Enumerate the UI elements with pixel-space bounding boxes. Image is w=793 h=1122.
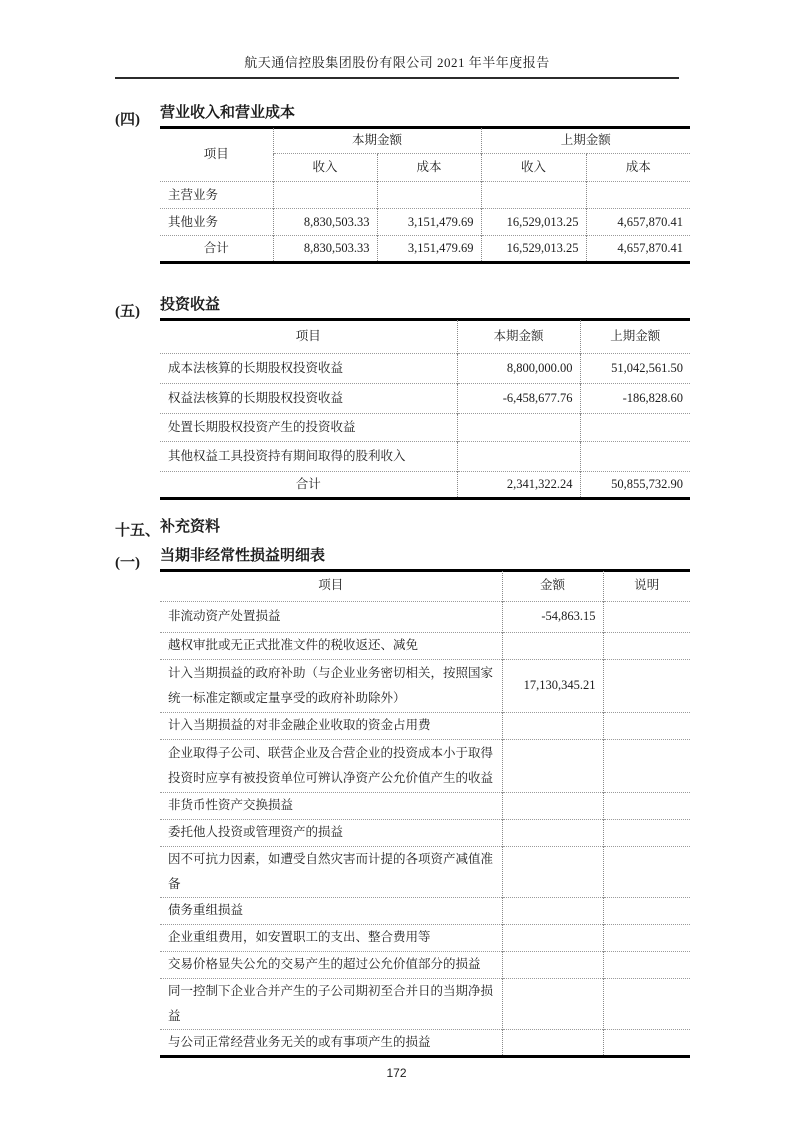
table-cell bbox=[603, 601, 690, 632]
table-row bbox=[160, 209, 690, 236]
table-cell bbox=[502, 924, 603, 951]
table-row bbox=[160, 712, 690, 739]
table-cell: 2,341,322.24 bbox=[457, 471, 580, 498]
table-cell: 16,529,013.25 bbox=[481, 209, 586, 236]
table-cell bbox=[603, 897, 690, 924]
table-row bbox=[160, 924, 690, 951]
table-cell: 4,657,870.41 bbox=[586, 236, 690, 263]
column-header-item: 项目 bbox=[203, 147, 229, 161]
section-heading-revenue-cost bbox=[115, 101, 690, 129]
column-header-income: 收入 bbox=[273, 154, 377, 182]
section-number: 十五、 bbox=[115, 523, 161, 539]
table-row bbox=[160, 951, 690, 978]
table-cell bbox=[603, 819, 690, 846]
table-cell bbox=[502, 897, 603, 924]
section-title: 营业收入和营业成本 bbox=[160, 101, 690, 129]
table-cell: 3,151,479.69 bbox=[377, 209, 481, 236]
table-cell: 16,529,013.25 bbox=[481, 236, 586, 263]
table-cell: 50,855,732.90 bbox=[580, 471, 690, 498]
table-cell: -186,828.60 bbox=[580, 383, 690, 413]
table-cell bbox=[603, 712, 690, 739]
row-label: 处置长期股权投资产生的投资收益 bbox=[160, 413, 457, 441]
section-number: (四) bbox=[115, 112, 140, 128]
section-heading-nonrecurring-detail bbox=[115, 544, 690, 572]
table-cell bbox=[603, 1029, 690, 1056]
column-header-current: 本期金额 bbox=[273, 128, 481, 154]
table-cell: 17,130,345.21 bbox=[502, 659, 603, 712]
section-number: (五) bbox=[115, 304, 140, 320]
table-cell: 51,042,561.50 bbox=[580, 353, 690, 383]
table-total-row bbox=[160, 471, 690, 498]
table-cell: -54,863.15 bbox=[502, 601, 603, 632]
row-label: 企业取得子公司、联营企业及合营企业的投资成本小于取得投资时应享有被投资单位可辨认净资产公允价值产生的收益 bbox=[160, 739, 502, 792]
table-row bbox=[160, 1029, 690, 1056]
table-row bbox=[160, 659, 690, 712]
nonrecurring-items-table bbox=[160, 571, 690, 1058]
table-cell bbox=[502, 712, 603, 739]
column-header-note: 说明 bbox=[603, 571, 690, 601]
column-header-item: 项目 bbox=[318, 578, 344, 593]
table-row bbox=[160, 792, 690, 819]
row-label: 成本法核算的长期股权投资收益 bbox=[160, 353, 457, 383]
table-cell bbox=[603, 846, 690, 897]
table-row bbox=[160, 413, 690, 441]
table-cell bbox=[502, 632, 603, 659]
row-label: 权益法核算的长期股权投资收益 bbox=[160, 383, 457, 413]
table-cell bbox=[603, 659, 690, 712]
table-cell bbox=[502, 739, 603, 792]
row-label: 计入当期损益的政府补助（与企业业务密切相关，按照国家统一标准定额或定量享受的政府补助除外） bbox=[160, 659, 502, 712]
section-title: 当期非经常性损益明细表 bbox=[160, 544, 690, 572]
section-heading-investment-income bbox=[115, 293, 690, 321]
row-label: 主营业务 bbox=[160, 182, 273, 209]
column-header-item: 项目 bbox=[295, 328, 321, 343]
table-row bbox=[160, 383, 690, 413]
column-header-prior: 上期金额 bbox=[580, 320, 690, 353]
column-header-income: 收入 bbox=[481, 154, 586, 182]
table-row bbox=[160, 819, 690, 846]
table-cell bbox=[273, 182, 377, 209]
row-label: 越权审批或无正式批准文件的税收返还、减免 bbox=[160, 632, 502, 659]
table-cell: -6,458,677.76 bbox=[457, 383, 580, 413]
table-row bbox=[160, 601, 690, 632]
table-cell bbox=[580, 441, 690, 471]
table-row bbox=[160, 441, 690, 471]
section-heading-supplementary bbox=[115, 515, 690, 540]
table-row bbox=[160, 739, 690, 792]
table-cell: 8,830,503.33 bbox=[273, 209, 377, 236]
revenue-cost-table bbox=[160, 128, 690, 264]
table-cell bbox=[603, 739, 690, 792]
table-cell bbox=[502, 1029, 603, 1056]
row-label: 委托他人投资或管理资产的损益 bbox=[160, 819, 502, 846]
table-cell bbox=[580, 413, 690, 441]
column-header-amount: 金额 bbox=[502, 571, 603, 601]
table-cell: 4,657,870.41 bbox=[586, 209, 690, 236]
investment-income-table bbox=[160, 320, 690, 500]
table-cell bbox=[502, 978, 603, 1029]
table-cell bbox=[502, 846, 603, 897]
row-label: 企业重组费用，如安置职工的支出、整合费用等 bbox=[160, 924, 502, 951]
table-row bbox=[160, 353, 690, 383]
section-title: 补充资料 bbox=[160, 519, 221, 535]
table-cell bbox=[603, 978, 690, 1029]
table-cell bbox=[502, 792, 603, 819]
column-header-cost: 成本 bbox=[377, 154, 481, 182]
page-header-title: 航天通信控股集团股份有限公司 2021 年半年度报告 bbox=[115, 52, 679, 79]
table-header-row bbox=[160, 128, 690, 154]
table-row bbox=[160, 182, 690, 209]
row-label: 合计 bbox=[160, 471, 457, 498]
table-cell bbox=[502, 819, 603, 846]
table-cell: 8,800,000.00 bbox=[457, 353, 580, 383]
row-label: 非流动资产处置损益 bbox=[160, 601, 502, 632]
table-cell bbox=[586, 182, 690, 209]
column-header-prior: 上期金额 bbox=[481, 128, 690, 154]
row-label: 计入当期损益的对非金融企业收取的资金占用费 bbox=[160, 712, 502, 739]
row-label: 与公司正常经营业务无关的或有事项产生的损益 bbox=[160, 1029, 502, 1056]
row-label: 因不可抗力因素，如遭受自然灾害而计提的各项资产减值准备 bbox=[160, 846, 502, 897]
page-number: 172 bbox=[386, 1066, 407, 1080]
row-label: 合计 bbox=[160, 236, 273, 263]
table-cell bbox=[603, 951, 690, 978]
row-label: 交易价格显失公允的交易产生的超过公允价值部分的损益 bbox=[160, 951, 502, 978]
table-header-row bbox=[160, 320, 690, 353]
table-header-row bbox=[160, 571, 690, 601]
row-label: 非货币性资产交换损益 bbox=[160, 792, 502, 819]
column-header-current: 本期金额 bbox=[457, 320, 580, 353]
table-row bbox=[160, 846, 690, 897]
table-cell bbox=[603, 632, 690, 659]
table-cell bbox=[457, 413, 580, 441]
table-cell bbox=[603, 792, 690, 819]
table-row bbox=[160, 632, 690, 659]
row-label: 其他权益工具投资持有期间取得的股利收入 bbox=[160, 441, 457, 471]
table-cell bbox=[377, 182, 481, 209]
table-cell bbox=[457, 441, 580, 471]
table-row bbox=[160, 978, 690, 1029]
row-label: 同一控制下企业合并产生的子公司期初至合并日的当期净损益 bbox=[160, 978, 502, 1029]
row-label: 债务重组损益 bbox=[160, 897, 502, 924]
table-cell bbox=[502, 951, 603, 978]
table-cell bbox=[481, 182, 586, 209]
column-header-cost: 成本 bbox=[586, 154, 690, 182]
table-cell bbox=[603, 924, 690, 951]
section-number: (一) bbox=[115, 555, 140, 571]
section-title: 投资收益 bbox=[160, 293, 690, 321]
row-label: 其他业务 bbox=[160, 209, 273, 236]
table-cell: 8,830,503.33 bbox=[273, 236, 377, 263]
table-row bbox=[160, 897, 690, 924]
table-cell: 3,151,479.69 bbox=[377, 236, 481, 263]
table-total-row bbox=[160, 236, 690, 263]
